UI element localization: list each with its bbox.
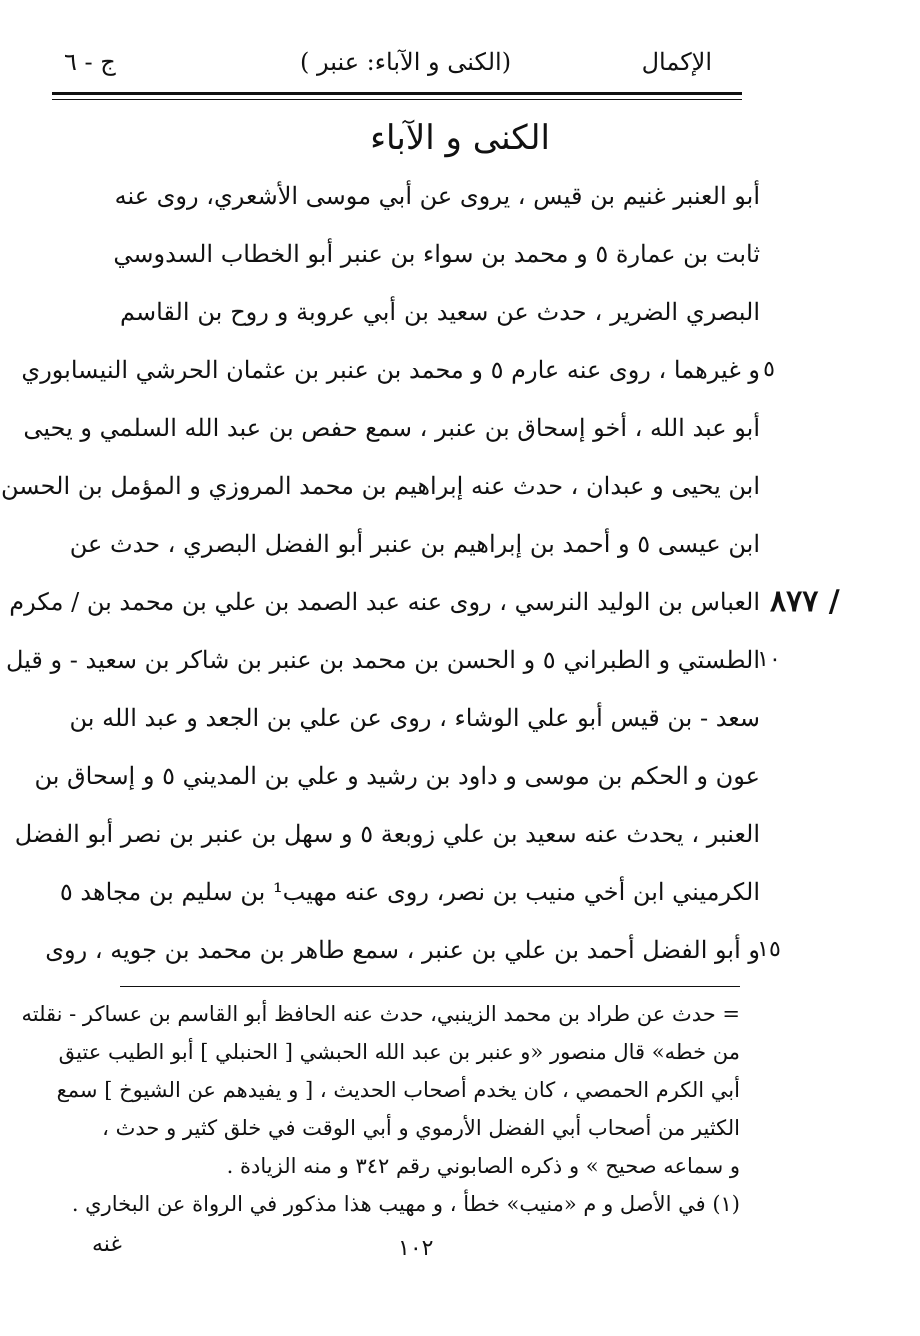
header-volume: ج - ٦ <box>64 48 116 76</box>
text-line: أبو العنبر غنيم بن قيس ، يروى عن أبي موسى الأشعري، روى عنه <box>114 182 760 210</box>
text-line: سعد - بن قيس أبو علي الوشاء ، روى عن علي بن الجعد و عبد الله بن <box>69 704 760 732</box>
text-line: العباس بن الوليد النرسي ، روى عنه عبد الصمد بن علي بن محمد بن / مكرم <box>9 588 760 616</box>
footnote-line: (١) في الأصل و م «منيب» خطأ ، و مهيب هذا مذكور في الرواة عن البخاري . <box>71 1192 740 1216</box>
section-title: الكنى و الآباء <box>370 118 550 158</box>
footnote-line: من خطه» قال منصور «و عنبر بن عبد الله الحبشي [ الحنبلي ] أبو الطيب عتيق <box>58 1040 740 1064</box>
header-book-title: الإكمال <box>641 48 712 76</box>
footnote-line: و سماعه صحيح » و ذكره الصابوني رقم ٣٤٢ و منه الزيادة . <box>226 1154 740 1178</box>
catchword: غنه <box>92 1232 122 1257</box>
text-line: ثابت بن عمارة ٥ و محمد بن سواء بن عنبر أبو الخطاب السدوسي <box>113 240 760 268</box>
text-line: ابن عيسى ٥ و أحمد بن إبراهيم بن عنبر أبو الفضل البصري ، حدث عن <box>69 530 760 558</box>
footnote-rule <box>120 986 740 987</box>
footnote-line: أبي الكرم الحمصي ، كان يخدم أصحاب الحديث ، [ و يفيدهم عن الشيوخ ] سمع <box>56 1078 740 1102</box>
text-line: أبو عبد الله ، أخو إسحاق بن عنبر ، سمع حفص بن عبد الله السلمي و يحيى <box>23 414 760 442</box>
line-number: ١٠ <box>757 647 781 672</box>
footnote-line: الكثير من أصحاب أبي الفضل الأرموي و أبي الوقت في خلق كثير و حدث ، <box>102 1116 740 1140</box>
header-running-head: ( الكنى و الآباء: عنبر) <box>300 48 512 76</box>
text-line: و أبو الفضل أحمد بن علي بن عنبر ، سمع طاهر بن محمد بن جويه ، روى <box>45 936 760 964</box>
header-rule <box>52 92 742 95</box>
text-line: الكرميني ابن أخي منيب بن نصر، روى عنه مهيب¹ بن سليم بن مجاهد ٥ <box>59 878 760 906</box>
margin-folio-number: ٨٧٧ / <box>770 584 840 619</box>
text-line: العنبر ، يحدث عنه سعيد بن علي زوبعة ٥ و سهل بن عنبر بن نصر أبو الفضل <box>14 820 760 848</box>
text-line: و غيرهما ، روى عنه عارم ٥ و محمد بن عنبر بن عثمان الحرشي النيسابوري <box>21 356 760 384</box>
text-line: الطستي و الطبراني ٥ و الحسن بن محمد بن عنبر بن شاكر بن سعيد - و قيل <box>6 646 760 674</box>
text-line: ابن يحيى و عبدان ، حدث عنه إبراهيم بن محمد المروزي و المؤمل بن الحسن <box>0 472 760 500</box>
line-number: ١٥ <box>757 937 781 962</box>
text-line: البصري الضرير ، حدث عن سعيد بن أبي عروبة و روح بن القاسم <box>120 298 760 326</box>
page-number: ١٠٢ <box>398 1236 434 1261</box>
footnote-line: = حدث عن طراد بن محمد الزينبي، حدث عنه الحافظ أبو القاسم بن عساكر - نقلته <box>21 1002 740 1026</box>
text-line: عون و الحكم بن موسى و داود بن رشيد و علي بن المديني ٥ و إسحاق بن <box>34 762 760 790</box>
line-number: ٥ <box>763 357 775 382</box>
header-rule-thin <box>52 99 742 100</box>
